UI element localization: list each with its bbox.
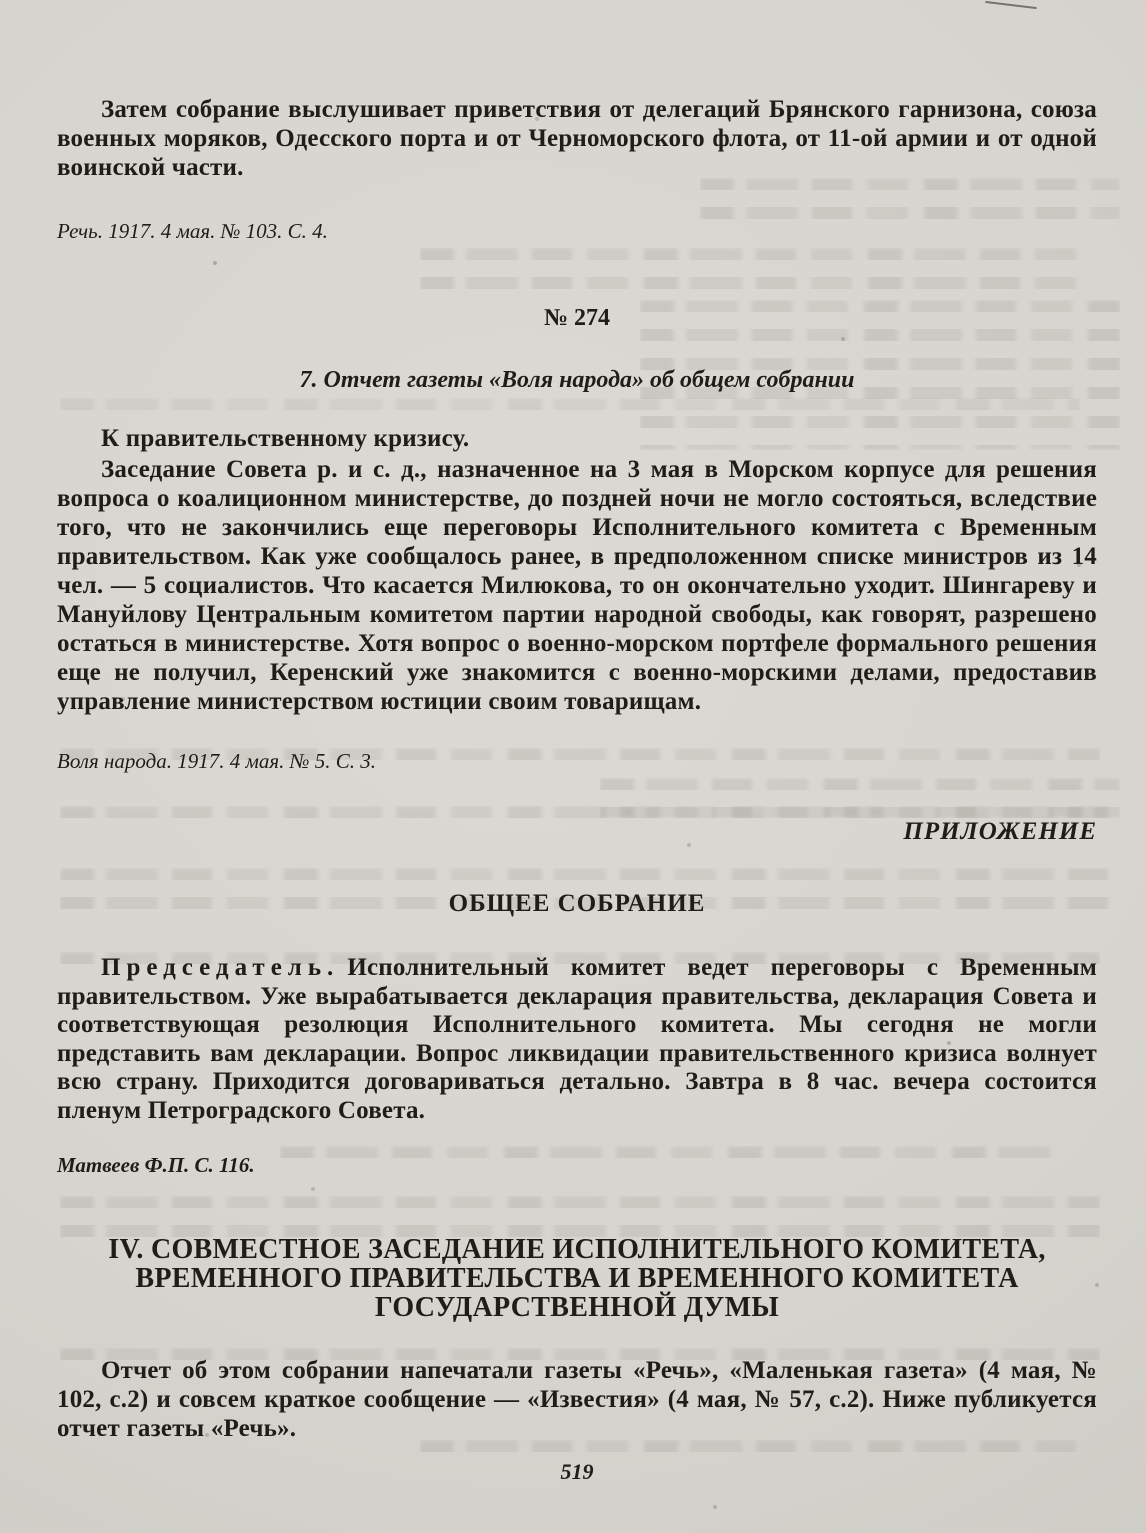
paragraph-greetings: Затем собрание выслушивает приветствия от делегаций Брянского гарнизона, союза военных моряков, Одесского порта и от Черноморского флота, от 11-ой армии и от одной воинской части. [57, 96, 1097, 181]
source-citation-volya-naroda: Воля народа. 1917. 4 мая. № 5. С. 3. [57, 749, 376, 773]
paragraph-kicker: К правительственному кризису. [101, 425, 470, 452]
document-title-heading: 7. Отчет газеты «Воля народа» об общем собрании [299, 367, 855, 393]
paragraph-session-report: Заседание Совета р. и с. д., назначенное на 3 мая в Морском корпусе для решения вопроса о коалиционном министерстве, до поздней ночи не могло состояться, вследствие того, что не закончились еще переговоры Исполнительного комитета с Временным правительством. Как уже сообщалось ранее, в предположенном списке министров из 14 чел. — 5 социалистов. Что касается Милюкова, то он окончательно уходит. Шингареву и Мануйлову Центральным комитетом партии народной свободы, как говорят, разрешено остаться в министерстве. Хотя вопрос о военно-морском портфеле формального решения еще не получил, Керенский уже знакомится с военно-морскими делами, предоставив управление министерством юстиции своим товарищам. [57, 456, 1097, 715]
paragraph-chairman-speech [57, 954, 1097, 1125]
page-content [57, 0, 1097, 1485]
source-citation-rech: Речь. 1917. 4 мая. № 103. С. 4. [57, 219, 328, 243]
source-citation-matveev: Матвеев Ф.П. С. 116. [57, 1153, 255, 1177]
chairman-label: Председатель. [101, 954, 340, 981]
paper-specks [0, 0, 2, 2]
section-iv-heading: IV. СОВМЕСТНОЕ ЗАСЕДАНИЕ ИСПОЛНИТЕЛЬНОГО КОМИТЕТА, ВРЕМЕННОГО ПРАВИТЕЛЬСТВА И ВРЕМЕННОГО КОМИТЕТА ГОСУДАРСТВЕННОЙ ДУМЫ [108, 1234, 1046, 1323]
paragraph-report-note: Отчет об этом собрании напечатали газеты «Речь», «Маленькая газета» (4 мая, № 102, с.2) и совсем краткое сообщение — «Известия» (4 мая, № 57, с.2). Ниже публикуется отчет газеты «Речь». [57, 1357, 1097, 1442]
page-number: 519 [560, 1459, 594, 1484]
general-meeting-heading: ОБЩЕЕ СОБРАНИЕ [448, 890, 706, 917]
document-number-heading: № 274 [543, 305, 611, 331]
chairman-speech-text: Исполнительный комитет ведет переговоры с Временным правительством. Уже вырабатывается декларация правительства, декларация Совета и соответствующая резолюция Исполнительного комитета. Мы сегодня не могли представить вам декларации. Вопрос ликвидации правительственного кризиса волнует всю страну. Приходится договариваться детально. Завтра в 8 час. вечера состоится пленум Петроградского Совета. [57, 954, 1097, 1124]
appendix-label: ПРИЛОЖЕНИЕ [903, 818, 1097, 845]
